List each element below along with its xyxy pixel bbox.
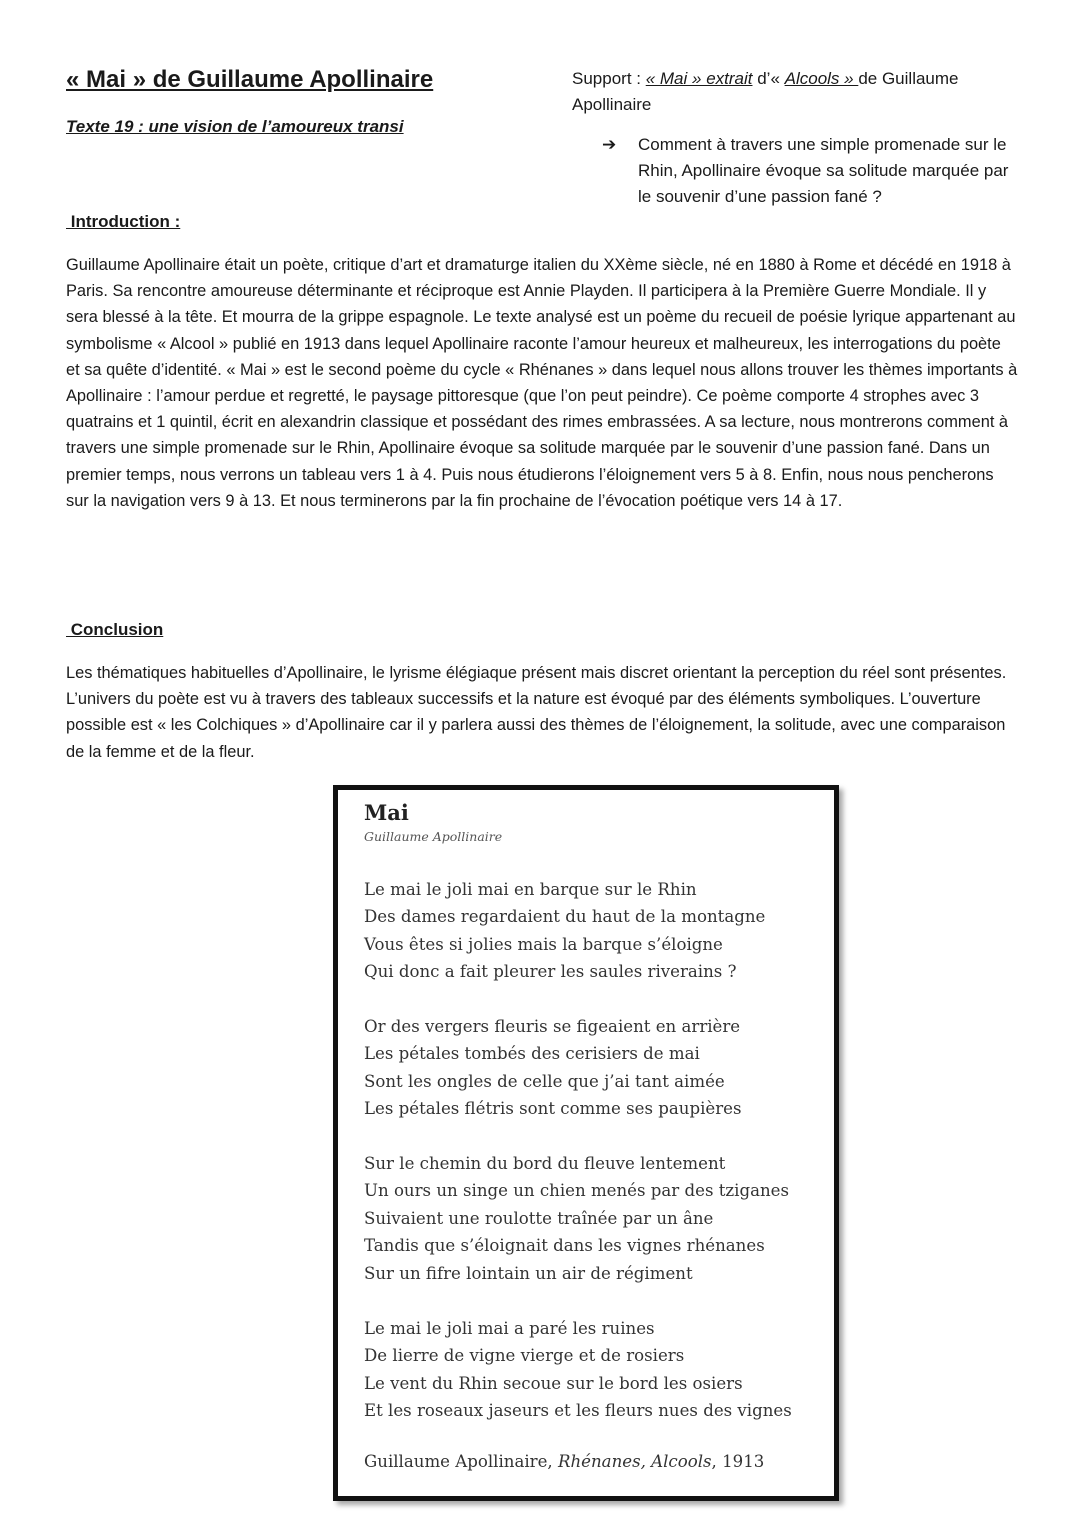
- poem-line: Les pétales flétris sont comme ses paupières: [364, 1099, 742, 1119]
- support-collection: Alcools »: [784, 69, 859, 88]
- support-reference: [572, 66, 1012, 118]
- support-work-title: « Mai » extrait: [645, 69, 753, 88]
- poem-line: Sont les ongles de celle que j’ai tant aimée: [364, 1071, 725, 1091]
- conclusion-heading: Conclusion: [66, 620, 164, 639]
- support-connector: d’«: [752, 69, 785, 88]
- poem-line: Le mai le joli mai en barque sur le Rhin: [364, 880, 697, 899]
- poem-stanza-2: [364, 1013, 741, 1123]
- poem-source: [364, 1452, 764, 1471]
- poem-line: Sur un fifre lointain un air de régiment: [364, 1263, 693, 1283]
- poem-line: Des dames regardaient du haut de la montagne: [364, 907, 766, 927]
- poem-image-frame: [333, 785, 839, 1501]
- conclusion-text: Les thématiques habituelles d’Apollinaire, le lyrisme élégiaque présent mais discret orientant la perception du réel sont présentes. L’univers du poète est vu à travers des tableaux successifs et la nature est évoqué par des éléments symboliques. L’ouverture possible est « les Colchiques » d’Apollinaire car il y parlera aussi des thèmes de l’éloignement, la solitude, avec une comparaison de la femme et de la fleur.: [66, 664, 1007, 761]
- arrow-right-icon: ➔: [602, 135, 617, 154]
- poem-line: Les pétales tombés des cerisiers de mai: [364, 1044, 700, 1064]
- page-title: « Mai » de Guillaume Apollinaire: [66, 66, 434, 93]
- introduction-heading: Introduction :: [66, 212, 181, 231]
- poem-source-year: , 1913: [711, 1452, 765, 1471]
- poem-line: Suivaient une roulotte traînée par un âne: [364, 1208, 714, 1228]
- poem-source-cycle: Rhénanes, Alcools: [557, 1452, 712, 1471]
- poem-line: Qui donc a fait pleurer les saules riverains ?: [364, 962, 737, 982]
- introduction-text: Guillaume Apollinaire était un poète, critique d’art et dramaturge italien du XXème siècle, né en 1880 à Rome et décédé en 1918 à Paris. Sa rencontre amoureuse déterminante et réciproque est Annie Playden. Il participera à la Première Guerre Mondiale. Il y sera blessé à la tête. Et mourra de la grippe espagnole. Le texte analysé est un poème du recueil de poésie lyrique appartenant au symbolisme « Alcool » publié en 1913 dans lequel Apollinaire raconte l’amour heureux et malheureux, les interrogations du poète et sa quête d’identité. « Mai » est le second poème du cycle « Rhénanes » dans lequel nous allons trouver les thèmes importants à Apollinaire : l’amour perdue et regretté, le paysage pittoresque (que l’on peut peindre). Ce poème comporte 4 strophes avec 3 quatrains et 1 quintil, écrit en alexandrin classique et possédant des rimes embrassées. A sa lecture, nous montrerons comment à travers une simple promenade sur le Rhin, Apollinaire évoque sa solitude marquée par le souvenir d’une passion fané. Dans un premier temps, nous verrons un tableau vers 1 à 4. Puis nous étudierons l’éloignement vers 5 à 8. Enfin, nous nous pencherons sur la navigation vers 9 à 13. Et nous terminerons par la fin prochaine de l’évocation poétique vers 14 à 17.: [66, 256, 1018, 510]
- poem-line: Vous êtes si jolies mais la barque s’éloigne: [364, 934, 723, 954]
- poem-stanza-3: [364, 1150, 789, 1287]
- poem-stanza-1: [364, 876, 765, 986]
- poem-stanza-4: [364, 1315, 792, 1425]
- poem-line: De lierre de vigne vierge et de rosiers: [364, 1346, 685, 1366]
- poem-line: Le mai le joli mai a paré les ruines: [364, 1319, 655, 1338]
- support-author: de Guillaume Apollinaire: [572, 69, 959, 114]
- poem-title: Mai: [364, 800, 409, 825]
- support-label: Support :: [572, 69, 646, 88]
- page-subtitle: Texte 19 : une vision de l’amoureux transi: [66, 117, 404, 136]
- poem-source-author: Guillaume Apollinaire,: [364, 1452, 558, 1471]
- poem-line: Or des vergers fleuris se figeaient en arrière: [364, 1017, 741, 1036]
- problematic-question: [602, 132, 1022, 210]
- poem-line: Tandis que s’éloignait dans les vignes rhénanes: [364, 1236, 765, 1256]
- poem-author: Guillaume Apollinaire: [364, 829, 503, 844]
- poem-line: Sur le chemin du bord du fleuve lentement: [364, 1154, 726, 1173]
- poem-line: Le vent du Rhin secoue sur le bord les osiers: [364, 1373, 743, 1393]
- poem-line: Et les roseaux jaseurs et les fleurs nues des vignes: [364, 1401, 792, 1421]
- poem-line: Un ours un singe un chien menés par des tziganes: [364, 1181, 790, 1201]
- question-text: Comment à travers une simple promenade sur le Rhin, Apollinaire évoque sa solitude marquée par le souvenir d’une passion fané ?: [638, 135, 1009, 206]
